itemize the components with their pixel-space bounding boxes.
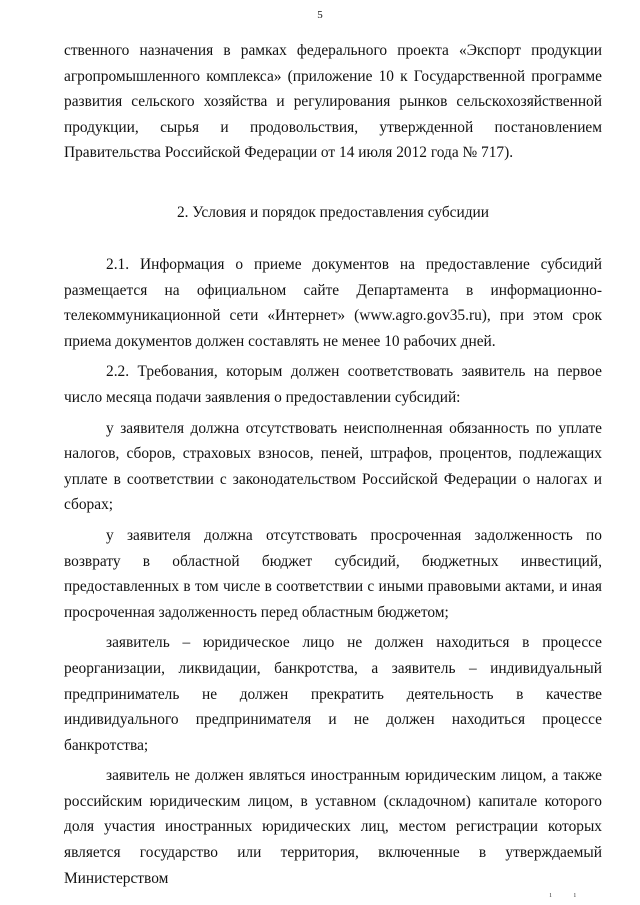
body-text-block — [64, 252, 602, 891]
intro-text-block — [64, 38, 602, 166]
paragraph-foreign-entity: заявитель не должен являться иностранным юридическим лицом, а также российским юридическим лицом, в уставном (складочном) капитале которого доля участия иностранных юридических лиц, местом регистрации которых является государство или территория, включенные в утверждаемый Министерством — [64, 767, 602, 887]
paragraph-2-2: 2.2. Требования, которым должен соответствовать заявитель на первое число месяца подачи заявления о предоставлении субсидий: — [64, 363, 602, 406]
paragraph-tax-obligations: у заявителя должна отсутствовать неисполненная обязанность по уплате налогов, сборов, страховых взносов, пеней, штрафов, процентов, подлежащих уплате в соответствии с законодательством Российской Федерации о налогах и сборах; — [64, 419, 602, 514]
intro-paragraph: ственного назначения в рамках федерального проекта «Экспорт продукции агропромышленного комплекса» (приложение 10 к Государственной программе развития сельского хозяйства и регулирования рынков сельскохозяйственной продукции, сырья и продовольствия, утвержденной постановлением Правительства Российской Федерации от 14 июля 2012 года № 717). — [64, 42, 602, 162]
scan-corner-marks: ı ı — [549, 890, 586, 899]
paragraph-2-1: 2.1. Информация о приеме документов на предоставление субсидий размещается на официальном сайте Департамента в информационно- телекоммуникационной сети «Интернет» (www.agro.gov35.ru), при этом срок приема документов должен составлять не менее 10 рабочих дней. — [64, 256, 602, 350]
section-heading: 2. Условия и порядок предоставления субсидии — [176, 204, 490, 221]
page-number: 5 — [317, 9, 323, 21]
paragraph-reorganization: заявитель – юридическое лицо не должен находиться в процессе реорганизации, ликвидации, банкротства, а заявитель – индивидуальный предприниматель не должен прекратить деятельность в качестве индивидуального предпринимателя и не должен находиться процессе банкротства; — [64, 634, 602, 754]
paragraph-budget-debt: у заявителя должна отсутствовать просроченная задолженность по возврату в областной бюджет субсидий, бюджетных инвестиций, предоставленных в том числе в соответствии с иными правовыми актами, и иная просроченная задолженность перед областным бюджетом; — [64, 526, 602, 621]
